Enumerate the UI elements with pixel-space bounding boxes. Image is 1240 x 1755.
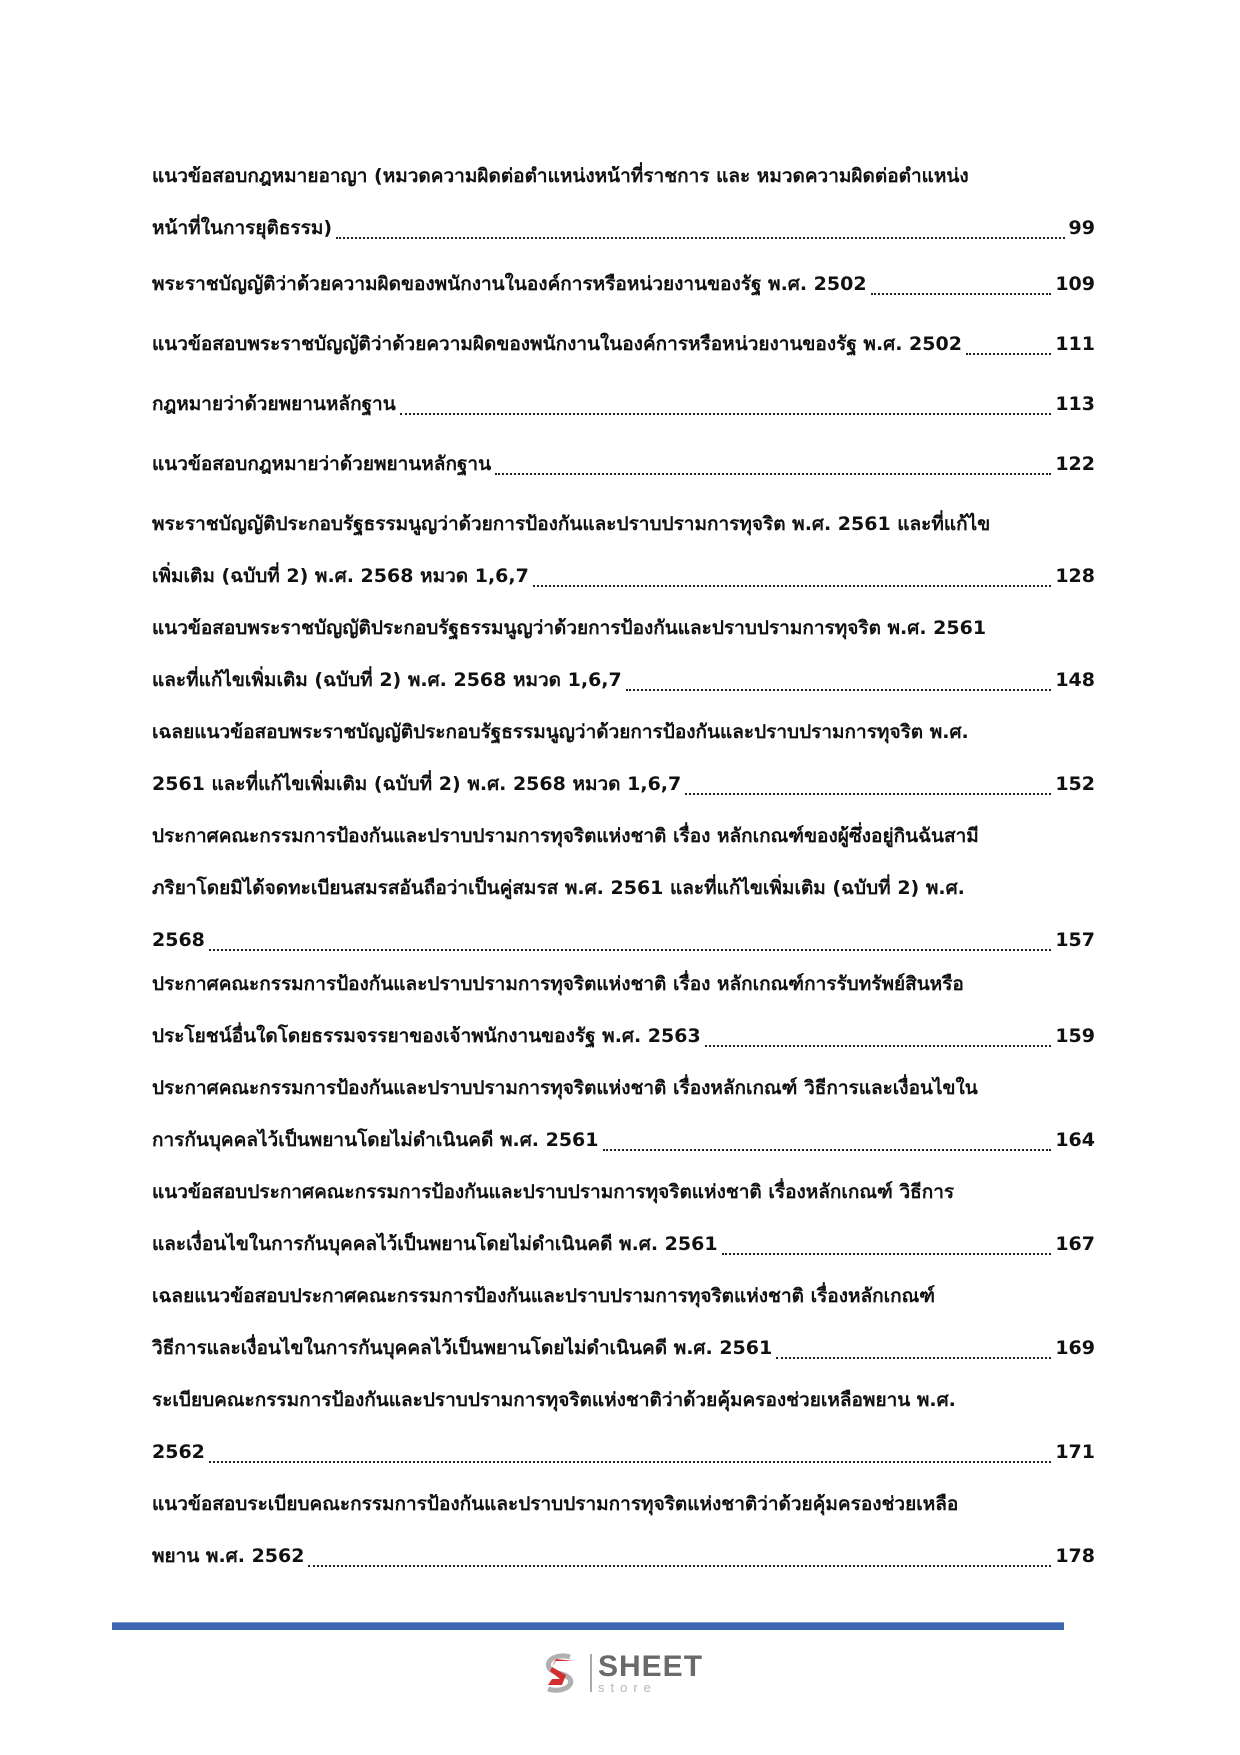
- toc-entry-title: ประกาศคณะกรรมการป้องกันและปราบปรามการทุจริตแห่งชาติ เรื่อง หลักเกณฑ์การรับทรัพย์สินหรือ: [152, 973, 964, 995]
- toc-entry-title: กฎหมายว่าด้วยพยานหลักฐาน: [152, 393, 396, 415]
- toc-entry-title: แนวข้อสอบกฎหมายอาญา (หมวดความผิดต่อตำแหน่งหน้าที่ราชการ และ หมวดความผิดต่อตำแหน่ง: [152, 165, 969, 187]
- dot-leader: [722, 1253, 1052, 1255]
- dot-leader: [533, 585, 1052, 587]
- toc-page-number: 148: [1055, 669, 1095, 691]
- logo-separator: [590, 1654, 592, 1692]
- toc-entry[interactable]: [152, 958, 1095, 1062]
- toc-entry-title: ประกาศคณะกรรมการป้องกันและปราบปรามการทุจริตแห่งชาติ เรื่องหลักเกณฑ์ วิธีการและเงื่อนไขใน: [152, 1077, 978, 1099]
- dot-leader: [871, 293, 1052, 295]
- toc-entry-title: วิธีการและเงื่อนไขในการกันบุคคลไว้เป็นพยานโดยไม่ดำเนินคดี พ.ศ. 2561: [152, 1337, 773, 1359]
- toc-page-number: 167: [1055, 1233, 1095, 1255]
- toc-page-number: 99: [1068, 217, 1095, 239]
- dot-leader: [705, 1045, 1052, 1047]
- toc-page-number: 164: [1055, 1129, 1095, 1151]
- toc-entry-title: 2561 และที่แก้ไขเพิ่มเติม (ฉบับที่ 2) พ.ศ. 2568 หมวด 1,6,7: [152, 773, 682, 795]
- toc-entry-title: ระเบียบคณะกรรมการป้องกันและปราบปรามการทุจริตแห่งชาติว่าด้วยคุ้มครองช่วยเหลือพยาน พ.ศ.: [152, 1389, 956, 1411]
- sheet-store-s-icon: [540, 1651, 584, 1695]
- toc-entry-title: หน้าที่ในการยุติธรรม): [152, 217, 333, 239]
- toc-entry[interactable]: [152, 1478, 1095, 1582]
- toc-page-number: 128: [1055, 565, 1095, 587]
- toc-page-number: 109: [1055, 273, 1095, 295]
- toc-entry[interactable]: [152, 706, 1095, 810]
- dot-leader: [966, 353, 1051, 355]
- toc-entry[interactable]: [152, 318, 1095, 378]
- toc-entry-title: พยาน พ.ศ. 2562: [152, 1545, 305, 1567]
- toc-page-number: 171: [1055, 1441, 1095, 1463]
- dot-leader: [685, 793, 1051, 795]
- toc-entry-title: และที่แก้ไขเพิ่มเติม (ฉบับที่ 2) พ.ศ. 2568 หมวด 1,6,7: [152, 669, 622, 691]
- toc-page-number: 178: [1055, 1545, 1095, 1567]
- toc-entry[interactable]: [152, 498, 1095, 602]
- dot-leader: [603, 1149, 1052, 1151]
- dot-leader: [495, 473, 1051, 475]
- sheet-store-logo: [540, 1648, 703, 1698]
- toc-entry-title: ประกาศคณะกรรมการป้องกันและปราบปรามการทุจริตแห่งชาติ เรื่อง หลักเกณฑ์ของผู้ซึ่งอยู่กินฉันสามี: [152, 825, 979, 847]
- logo-word-store: store: [598, 1680, 657, 1695]
- toc-entry[interactable]: [152, 438, 1095, 498]
- toc-page-number: 169: [1055, 1337, 1095, 1359]
- toc-page-number: 122: [1055, 453, 1095, 475]
- toc-page-number: 157: [1055, 929, 1095, 951]
- toc-entry-title: ประโยชน์อื่นใดโดยธรรมจรรยาของเจ้าพนักงานของรัฐ พ.ศ. 2563: [152, 1025, 701, 1047]
- toc-entry[interactable]: [152, 1374, 1095, 1478]
- toc-entry-title: เพิ่มเติม (ฉบับที่ 2) พ.ศ. 2568 หมวด 1,6,7: [152, 565, 529, 587]
- dot-leader: [336, 237, 1065, 239]
- toc-entry[interactable]: [152, 378, 1095, 438]
- toc-entry-title: ภริยาโดยมิได้จดทะเบียนสมรสอันถือว่าเป็นคู่สมรส พ.ศ. 2561 และที่แก้ไขเพิ่มเติม (ฉบับที่ 2) พ.ศ.: [152, 877, 965, 899]
- toc-entry[interactable]: [152, 602, 1095, 706]
- toc-entry-title: แนวข้อสอบระเบียบคณะกรรมการป้องกันและปราบปรามการทุจริตแห่งชาติว่าด้วยคุ้มครองช่วยเหลือ: [152, 1493, 959, 1515]
- footer-divider: [112, 1622, 1064, 1630]
- dot-leader: [209, 949, 1051, 951]
- toc-entry[interactable]: [152, 1166, 1095, 1270]
- dot-leader: [776, 1357, 1051, 1359]
- toc-page-number: 159: [1055, 1025, 1095, 1047]
- dot-leader: [400, 413, 1052, 415]
- toc-entry-title: แนวข้อสอบพระราชบัญญัติว่าด้วยความผิดของพนักงานในองค์การหรือหน่วยงานของรัฐ พ.ศ. 2502: [152, 333, 962, 355]
- toc-entry[interactable]: [152, 1062, 1095, 1166]
- dot-leader: [626, 689, 1052, 691]
- toc-entry-title: การกันบุคคลไว้เป็นพยานโดยไม่ดำเนินคดี พ.ศ. 2561: [152, 1129, 599, 1151]
- toc-entry[interactable]: [152, 258, 1095, 318]
- toc-entry-title: และเงื่อนไขในการกันบุคคลไว้เป็นพยานโดยไม่ดำเนินคดี พ.ศ. 2561: [152, 1233, 718, 1255]
- toc-entry[interactable]: [152, 150, 1095, 258]
- toc-entry-title: 2562: [152, 1441, 205, 1463]
- toc-entry-title: เฉลยแนวข้อสอบประกาศคณะกรรมการป้องกันและปราบปรามการทุจริตแห่งชาติ เรื่องหลักเกณฑ์: [152, 1285, 936, 1307]
- toc-page-number: 152: [1055, 773, 1095, 795]
- table-of-contents: [152, 150, 1095, 1582]
- toc-entry-title: เฉลยแนวข้อสอบพระราชบัญญัติประกอบรัฐธรรมนูญว่าด้วยการป้องกันและปราบปรามการทุจริต พ.ศ.: [152, 721, 969, 743]
- toc-entry-title: 2568: [152, 929, 205, 951]
- toc-entry[interactable]: [152, 1270, 1095, 1374]
- toc-entry-title: แนวข้อสอบพระราชบัญญัติประกอบรัฐธรรมนูญว่าด้วยการป้องกันและปราบปรามการทุจริต พ.ศ. 2561: [152, 617, 987, 639]
- toc-entry-title: แนวข้อสอบประกาศคณะกรรมการป้องกันและปราบปรามการทุจริตแห่งชาติ เรื่องหลักเกณฑ์ วิธีการ: [152, 1181, 955, 1203]
- toc-page-number: 113: [1055, 393, 1095, 415]
- toc-page-number: 111: [1055, 333, 1095, 355]
- toc-entry-title: แนวข้อสอบกฎหมายว่าด้วยพยานหลักฐาน: [152, 453, 492, 475]
- dot-leader: [308, 1565, 1051, 1567]
- toc-entry-title: พระราชบัญญัติประกอบรัฐธรรมนูญว่าด้วยการป้องกันและปราบปรามการทุจริต พ.ศ. 2561 และที่แก้ไข: [152, 513, 991, 535]
- toc-entry-title: พระราชบัญญัติว่าด้วยความผิดของพนักงานในองค์การหรือหน่วยงานของรัฐ พ.ศ. 2502: [152, 273, 867, 295]
- logo-word-sheet: SHEET: [598, 1650, 704, 1683]
- dot-leader: [209, 1461, 1051, 1463]
- toc-entry[interactable]: [152, 810, 1095, 958]
